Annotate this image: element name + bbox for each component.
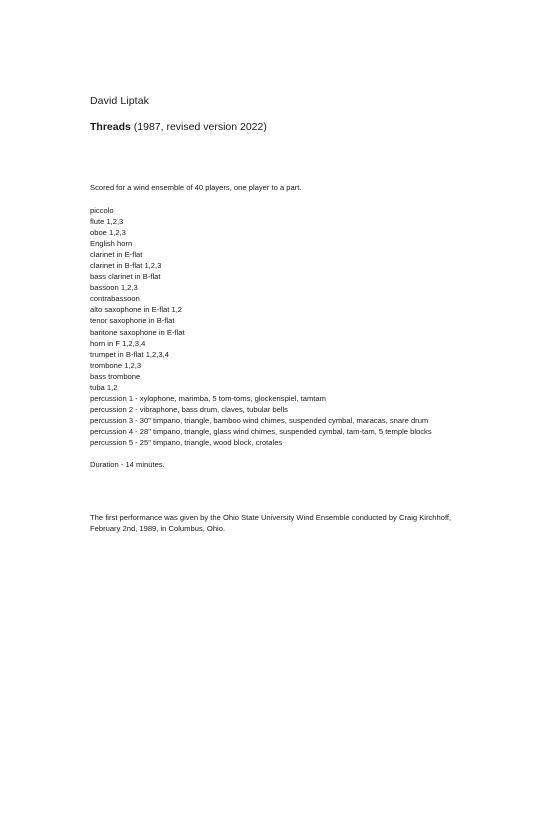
instrument-item: piccolo	[90, 206, 114, 215]
work-title: Threads	[90, 121, 131, 133]
instrument-item: bass trombone	[90, 371, 141, 381]
instrument-item: percussion 4 - 28" timpano, triangle, glass wind chimes, suspended cymbal, tam-tam, 5 temple blocks	[90, 426, 432, 436]
instrument-item: horn in F 1,2,3,4	[90, 338, 146, 348]
instrument-item: contrabassoon	[90, 294, 140, 304]
instrument-item: percussion 5 - 25" timpano, triangle, wood block, crotales	[90, 437, 283, 447]
instrument-item: bassoon 1,2,3	[90, 283, 138, 293]
composer-name: David Liptak	[90, 95, 149, 107]
instrument-item: English horn	[90, 239, 133, 249]
work-date: (1987, revised version 2022)	[130, 121, 267, 133]
instrument-item: bass clarinet in B-flat	[90, 272, 161, 282]
instrument-item: percussion 1 - xylophone, marimba, 5 tom-toms, glockenspiel, tamtam	[90, 393, 326, 403]
instrument-item: alto saxophone in E-flat 1,2	[90, 305, 183, 315]
instrument-list	[90, 205, 432, 448]
instrument-item: clarinet in E-flat	[90, 250, 143, 260]
instrument-item: percussion 3 - 30" timpano, triangle, bamboo wind chimes, suspended cymbal, maracas, snare drum	[90, 415, 429, 425]
duration-note: Duration - 14 minutes.	[90, 460, 165, 469]
instrument-item: tenor saxophone in B-flat	[90, 316, 175, 326]
instrument-item: trombone 1,2,3	[90, 360, 142, 370]
instrument-item: clarinet in B-flat 1,2,3	[90, 261, 162, 271]
instrument-item: baritone saxophone in E-flat	[90, 327, 185, 337]
instrument-item: trumpet in B-flat 1,2,3,4	[90, 349, 169, 359]
premiere-note: The first performance was given by the Ohio State University Wind Ensemble conducted by Craig Kirchhoff, February 2nd, 1989, in Columbus, Ohio.	[90, 513, 452, 533]
instrument-item: percussion 2 - vibraphone, bass drum, claves, tubular bells	[90, 404, 288, 414]
scoring-note: Scored for a wind ensemble of 40 players, one player to a part.	[90, 183, 302, 192]
instrument-item: oboe 1,2,3	[90, 228, 126, 238]
work-heading	[90, 121, 267, 133]
instrument-item: flute 1,2,3	[90, 217, 124, 227]
instrument-item: tuba 1,2	[90, 382, 118, 392]
